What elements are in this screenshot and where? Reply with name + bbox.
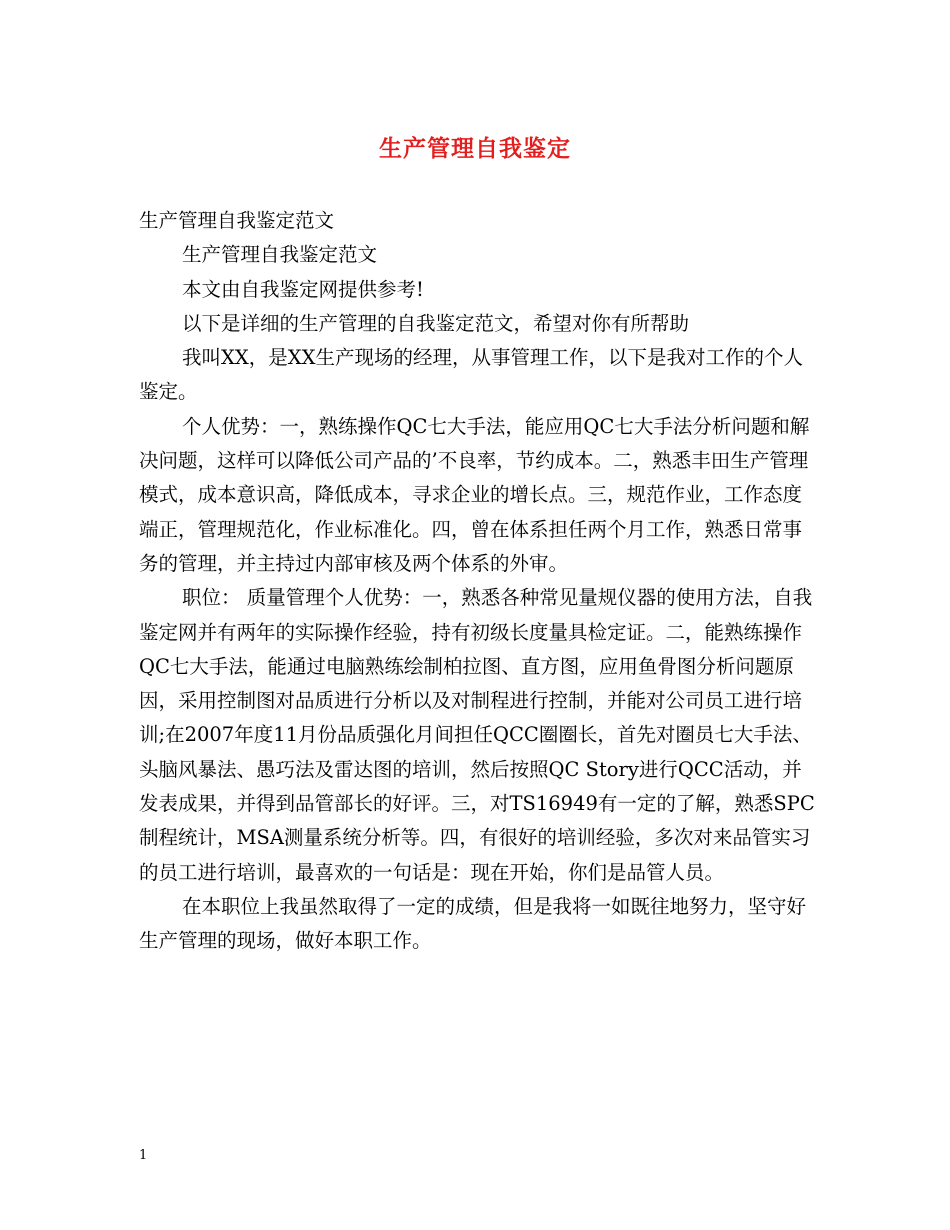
- paragraph-source: 本文由自我鉴定网提供参考!: [182, 277, 424, 301]
- paragraph-self-intro: 我叫XX，是XX生产现场的经理，从事管理工作，以下是我对工作的个人鉴定。: [139, 346, 804, 404]
- paragraph-position: 职位： 质量管理个人优势：一，熟悉各种常见量规仪器的使用方法，自我鉴定网并有两年的实际操作经验，持有初级长度量具检定证。二，能熟练操作QC七大手法，能通过电脑熟练绘制柏拉图、直方图，应用鱼骨图分析问题原因，采用控制图对品质进行分析以及对制程进行控制，并能对公司员工进行培训;在2007年度11月份品质强化月间担任QCC圈圈长，首先对圈员七大手法、头脑风暴法、愚巧法及雷达图的培训，然后按照QC Story进行QCC活动，并发表成果，并得到品管部长的好评。三，对TS16949有一定的了解，熟悉SPC制程统计，MSA测量系统分析等。四，有很好的培训经验，多次对来品管实习的员工进行培训，最喜欢的一句话是：现在开始，你们是品管人员。: [139, 586, 815, 884]
- page-number: 1: [139, 1148, 148, 1163]
- paragraph-subtitle: 生产管理自我鉴定范文: [139, 209, 335, 232]
- paragraph-heading: 生产管理自我鉴定范文: [182, 243, 378, 267]
- document-body: [139, 204, 815, 959]
- paragraph-intro: 以下是详细的生产管理的自我鉴定范文，希望对你有所帮助: [182, 311, 690, 335]
- paragraph-conclusion: 在本职位上我虽然取得了一定的成绩，但是我将一如既往地努力，坚守好生产管理的现场，做好本职工作。: [139, 894, 807, 953]
- paragraph-strengths: 个人优势：一，熟练操作QC七大手法，能应用QC七大手法分析问题和解决问题，这样可以降低公司产品的’不良率，节约成本。二，熟悉丰田生产管理模式，成本意识高，降低成本，寻求企业的增长点。三，规范作业，工作态度端正，管理规范化，作业标准化。四，曾在体系担任两个月工作，熟悉日常事务的管理，并主持过内部审核及两个体系的外审。: [139, 414, 810, 575]
- document-title: 生产管理自我鉴定: [379, 135, 571, 162]
